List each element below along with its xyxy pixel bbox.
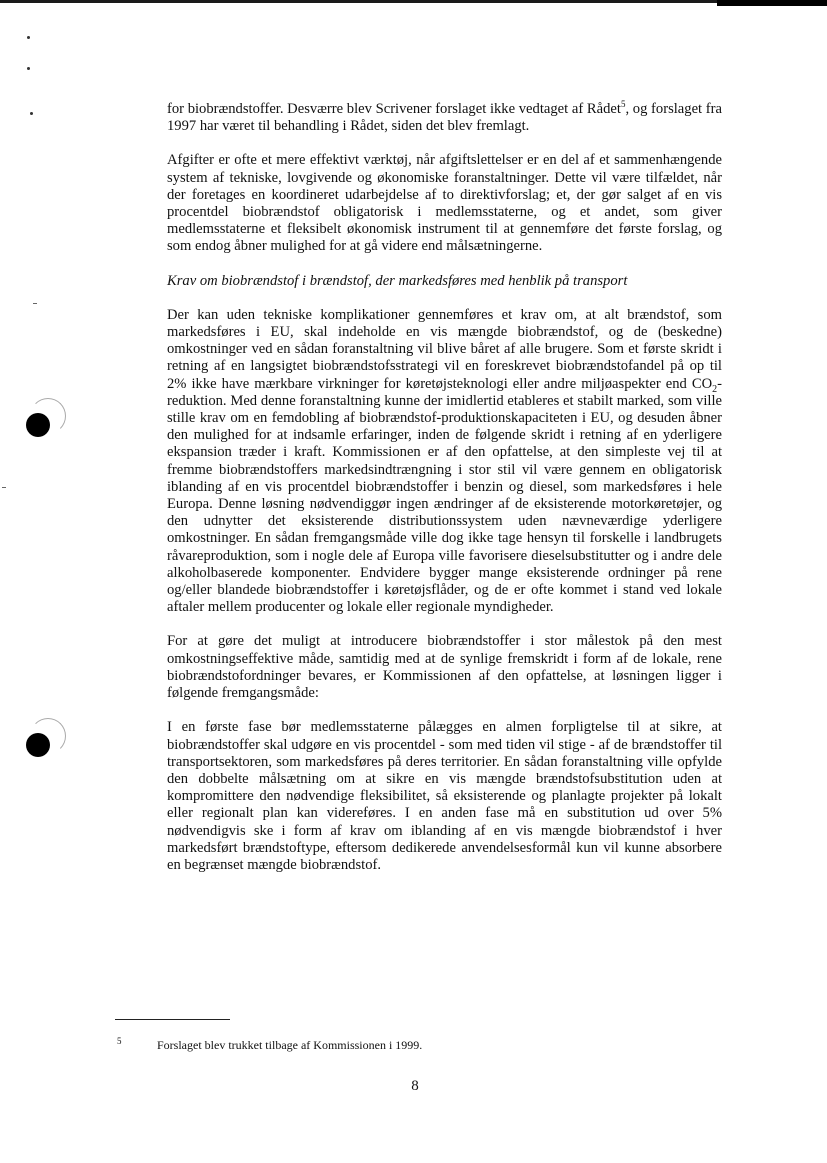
scan-speck	[30, 112, 33, 115]
footnote-reference: 5	[620, 99, 626, 110]
punch-hole	[26, 733, 50, 757]
scan-top-edge	[0, 0, 827, 3]
scan-speck	[33, 303, 37, 304]
page-body	[167, 101, 722, 891]
footnote-divider	[115, 1019, 230, 1020]
scan-speck	[2, 487, 6, 488]
paragraph-krav	[167, 307, 722, 617]
paragraph-introducere: For at gøre det muligt at introducere biobrændstoffer i stor målestok på den mest omkostningseffektive måde, samtidig med at de synlige fremskridt i form af de lokale, rene biobrændstofordninger bevares, er Kommissionen af den opfattelse, at løsningen ligger i følgende fremgangsmåde:	[167, 633, 722, 702]
section-heading: Krav om biobrændstof i brændstof, der markedsføres med henblik på transport	[167, 272, 628, 289]
scan-speck	[27, 36, 30, 39]
subscript: 2	[712, 383, 718, 395]
paragraph-text: Der kan uden tekniske komplikationer gennemføres et krav om, at alt brændstof, som markedsføres i EU, skal indeholde en vis mængde biobrændstof, og de (beskedne) omkostninger ved en sådan foranstaltning vil blive båret af alle brugere. Som et første skridt i retning af en langsigtet biobrændstofsstrategi vil en foreskrevet biobrændstofandel på op til 2% ikke have mærkbare virkninger for køretøjsteknologi eller andre miljøaspekter end CO	[167, 306, 722, 392]
scan-top-edge-shadow	[717, 0, 827, 6]
punch-hole	[26, 413, 50, 437]
paragraph-scrivener	[167, 101, 722, 135]
paragraph-afgifter: Afgifter er ofte et mere effektivt værktøj, når afgiftslettelser er en del af et sammenhængende system af tekniske, lovgivende og økonomiske foranstaltninger. Dette vil være tilfældet, når der foretages en koordineret udarbejdelse af to direktivforslag; et, der gør salget af en vis procentdel biobrændstof obligatorisk i medlemsstaterne, og et andet, som giver medlemsstaterne et fleksibelt økonomisk instrument til at gennemføre det første forslag, og som endog åbner mulighed for at gå videre end målsætningerne.	[167, 152, 722, 255]
footnote-number: 5	[117, 1036, 122, 1046]
paragraph-text: , og forslaget fra 1997 har været til behandling i Rådet, siden det blev fremlagt.	[167, 101, 722, 135]
page-number: 8	[411, 1078, 419, 1094]
footnote-text: Forslaget blev trukket tilbage af Kommissionen i 1999.	[157, 1038, 423, 1052]
scan-speck	[27, 67, 30, 70]
paragraph-text: -reduktion. Med denne foranstaltning kunne der imidlertid etableres et stabilt marked, som ville stille krav om en femdobling af biobrændstof-produktionskapaciteten i EU, og desuden åbner den mulighed for at indsamle erfaringer, inden de følgende skridt i retning af en yderligere ekspansion træder i kraft. Kommissionen er af den opfattelse, at den simpleste vej til at fremme biobrændstoffers markedsindtrængning i stor stil vil være gennem en obligatorisk iblanding af en vis procentdel biobrændstoffer i benzin og diesel, som markedsføres i hele Europa. Denne løsning nødvendiggør ingen ændringer af de eksisterende motorkøretøjer, og den udnytter det eksisterende distributionssystem uden nævneværdige yderligere omkostninger. En sådan fremgangsmåde ville dog ikke tage hensyn til forskelle i landbrugets råvareproduktion, som i nogle dele af Europa ville favorisere dieselsubstitutter og i andre dele alkoholbaserede komponenter. Endvidere bygger mange eksisterende ordninger på rene og/eller blandede biobrændstoffer i køretøjsflåder, og de er ofte kommet i stand ved lokale aftaler mellem producenter og lokale eller regionale myndigheder.	[167, 375, 722, 616]
paragraph-foerste-fase: I en første fase bør medlemsstaterne pålægges en almen forpligtelse til at sikre, at biobrændstoffer skal udgøre en vis procentdel - som med tiden vil stige - af de brændstoffer til transportsektoren, som markedsføres på deres territorier. En sådan foranstaltning ville opfylde den dobbelte målsætning om at sikre en vis mængde brændstofsubstitution uden at kompromittere den nødvendige fleksibilitet, så eksisterende og planlagte projekter på lokalt eller regionalt plan kan videreføres. I en anden fase må en substitution ud over 5% nødvendigvis ske i form af krav om iblanding af en vis mængde biobrændstof i hver markedsført brændstoftype, eftersom dedikerede anvendelsesformål kun vil kunne absorbere en begrænset mængde biobrændstof.	[167, 719, 722, 873]
paragraph-text: for biobrændstoffer. Desværre blev Scrivener forslaget ikke vedtaget af Rådet	[167, 101, 621, 117]
